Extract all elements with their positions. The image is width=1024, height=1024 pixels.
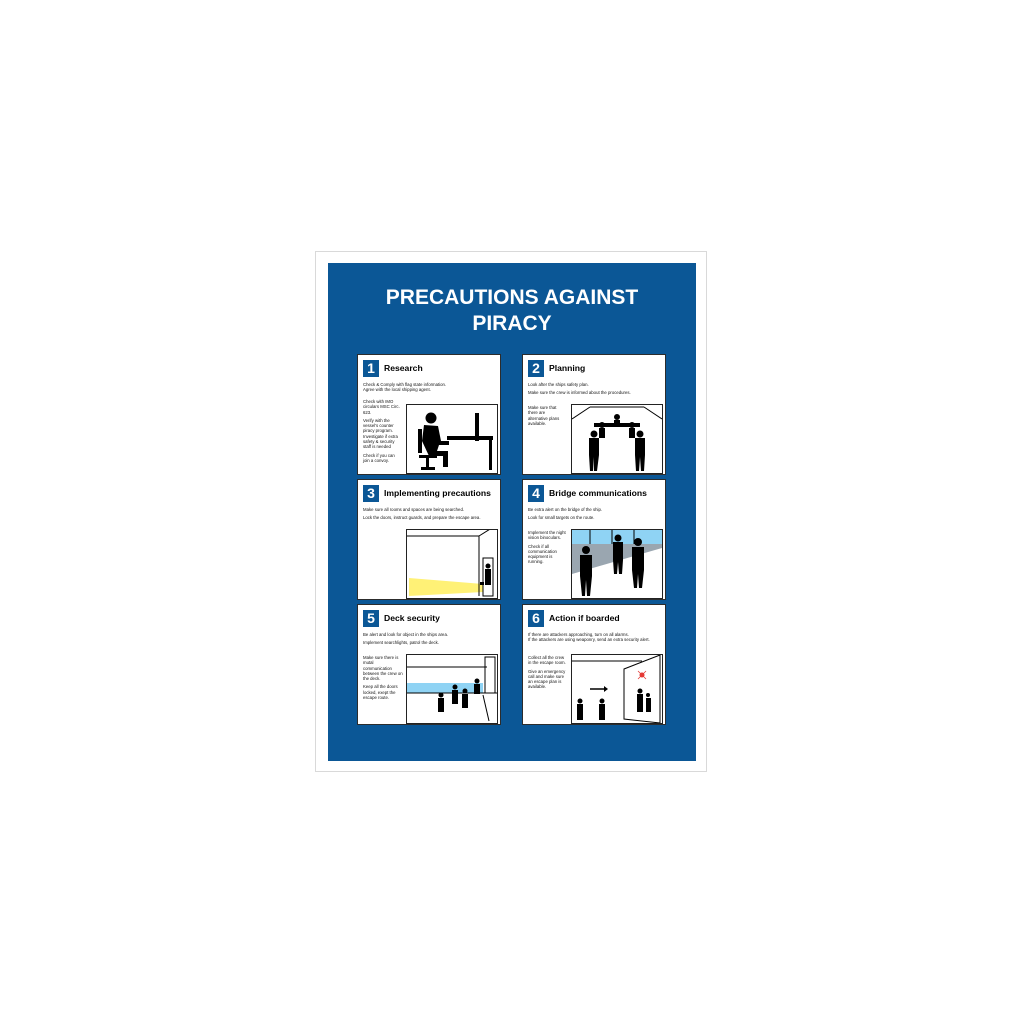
panel-top-text: If there are attackers approaching, turn on all alarms. If the attackers are using weaponry, send an extra security alert. — [528, 632, 650, 643]
bridge-crew-icon — [571, 529, 663, 599]
panel-title-planning: Planning — [549, 363, 586, 373]
panel-bridge-communications — [522, 479, 666, 600]
step-number-2: 2 — [528, 360, 544, 377]
person-at-computer-icon — [406, 404, 498, 474]
panel-title-deck-security: Deck security — [384, 613, 440, 623]
panel-deck-security — [357, 604, 501, 725]
panel-top-text: Check & Comply with flag state information. Agree with the local shipping agent. — [363, 382, 447, 393]
panel-top-text: Be alert and look for object in the ships area. Implement searchlights, patrol the deck. — [363, 632, 449, 646]
panel-side-text: Implement the night vision binoculars. Check if all communication equipment is running. — [528, 530, 566, 565]
step-number-1: 1 — [363, 360, 379, 377]
step-number-5: 5 — [363, 610, 379, 627]
panel-research — [357, 354, 501, 475]
panel-title-action-if-boarded: Action if boarded — [549, 613, 620, 623]
panel-side-text: Make sure there is mutal communication between the crew on the deck. Keep all the doors locked, exept the escape route. — [363, 655, 403, 701]
panel-title-bridge-communications: Bridge communications — [549, 488, 647, 498]
panel-side-text: Check with IMO circulars MSC Circ. 623. Verify with the vessel's counter piracy program. Investigate if extra safety & security staff is needed Check if you can join a convoy. — [363, 399, 400, 463]
panel-side-text: Collect all the crew in the escape room. Give an emergency call and make sure an escape plan is available. — [528, 655, 566, 690]
step-number-4: 4 — [528, 485, 544, 502]
step-number-6: 6 — [528, 610, 544, 627]
panel-title-implementing-precautions: Implementing precautions — [384, 488, 491, 498]
deck-patrol-icon — [406, 654, 498, 724]
sign-title-line2: PIRACY — [472, 312, 552, 335]
panel-implementing-precautions — [357, 479, 501, 600]
panel-planning — [522, 354, 666, 475]
panel-top-text: Make sure all rooms and spaces are being searched. Lock the doors, instruct guards, and prepare the escape area. — [363, 507, 481, 521]
sign-title — [328, 285, 696, 337]
sign-title-line1: PRECAUTIONS AGAINST — [385, 286, 639, 309]
panel-action-if-boarded — [522, 604, 666, 725]
panel-side-text: Make sure that there are alternative plans available. — [528, 405, 560, 426]
panel-top-text: Be extra alert on the bridge of the ship. Look for small targets on the route. — [528, 507, 603, 521]
step-number-3: 3 — [363, 485, 379, 502]
panel-top-text: Look after the ships safety plan. Make sure the crew is informed about the procedures. — [528, 382, 631, 396]
searchlight-corridor-icon — [406, 529, 498, 599]
escape-room-icon — [571, 654, 663, 724]
crew-meeting-icon — [571, 404, 663, 474]
panel-title-research: Research — [384, 363, 423, 373]
